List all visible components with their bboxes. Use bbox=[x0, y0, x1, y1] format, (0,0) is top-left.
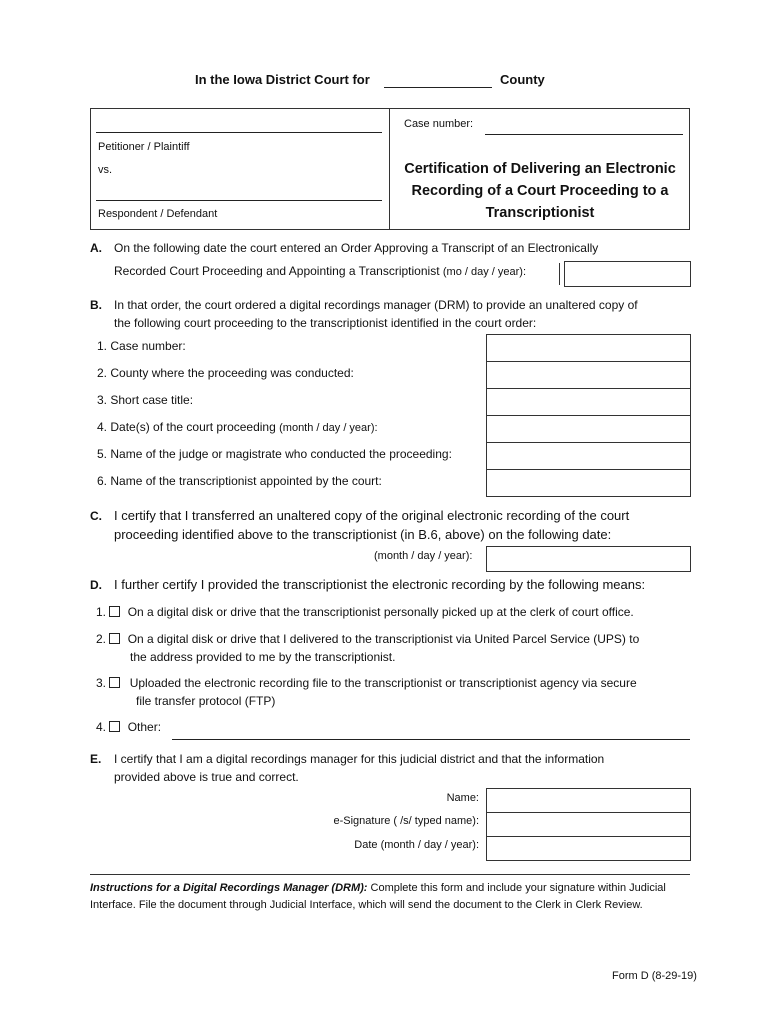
b-proceeding-date-field[interactable] bbox=[486, 415, 691, 443]
d-option-2-line2: the address provided to me by the transcriptionist. bbox=[130, 650, 396, 664]
b-case-number-field[interactable] bbox=[486, 334, 691, 362]
b-judge-name-field[interactable] bbox=[486, 442, 691, 470]
instructions bbox=[90, 880, 700, 914]
d-option-num: 1. bbox=[96, 605, 107, 619]
section-b-letter: B. bbox=[90, 298, 102, 312]
transfer-date-field[interactable] bbox=[486, 546, 691, 572]
b-county-field[interactable] bbox=[486, 361, 691, 389]
name-label: Name: bbox=[446, 792, 479, 804]
instructions-line2: Interface. File the document through Judicial Interface, which will send the document to the Clerk in Clerk Review. bbox=[90, 899, 643, 911]
b-item-text: Name of the transcriptionist appointed by the court: bbox=[110, 474, 382, 488]
title-line-2: Recording of a Court Proceeding to a bbox=[411, 183, 669, 199]
order-date-field[interactable] bbox=[564, 261, 691, 287]
court-prefix: In the Iowa District Court for bbox=[195, 72, 370, 87]
section-c-letter: C. bbox=[90, 509, 102, 523]
b-item-6 bbox=[97, 474, 382, 488]
section-e-letter: E. bbox=[90, 752, 102, 766]
instructions-line1 bbox=[90, 880, 700, 897]
respondent-input-line[interactable] bbox=[96, 200, 382, 201]
b-item-num: 4. bbox=[97, 420, 108, 434]
date-label: Date (month / day / year): bbox=[354, 839, 479, 851]
section-d-letter: D. bbox=[90, 578, 102, 592]
section-c-line1: I certify that I transferred an unaltered copy of the original electronic recording of the court bbox=[114, 508, 630, 523]
section-e-line1: I certify that I am a digital recordings manager for this judicial district and that the information bbox=[114, 752, 605, 766]
d-option-3-checkbox[interactable] bbox=[109, 677, 120, 688]
drm-date-field[interactable] bbox=[486, 836, 691, 861]
county-label: County bbox=[500, 72, 545, 87]
other-means-input-line[interactable] bbox=[172, 739, 690, 740]
b-item-num: 6. bbox=[97, 474, 108, 488]
d-option-text: Uploaded the electronic recording file to the transcriptionist or transcriptionist agency via secure bbox=[129, 676, 637, 690]
d-option-num: 2. bbox=[96, 632, 107, 646]
section-a-line2 bbox=[114, 264, 526, 278]
b-item-text: Date(s) of the court proceeding bbox=[110, 420, 276, 434]
b-item-text: Name of the judge or magistrate who conducted the proceeding: bbox=[110, 447, 452, 461]
drm-name-field[interactable] bbox=[486, 788, 691, 813]
section-e-line2: provided above is true and correct. bbox=[114, 770, 299, 784]
d-option-3 bbox=[96, 676, 637, 690]
d-option-num: 4. bbox=[96, 720, 107, 734]
d-option-1 bbox=[96, 605, 634, 619]
d-option-2 bbox=[96, 632, 639, 646]
b-item-1 bbox=[97, 339, 186, 353]
county-input-line[interactable] bbox=[384, 87, 492, 88]
b-item-2 bbox=[97, 366, 354, 380]
d-option-1-checkbox[interactable] bbox=[109, 606, 120, 617]
instructions-text1: Complete this form and include your signature within Judicial bbox=[367, 882, 666, 894]
section-a-date-box-tick bbox=[559, 263, 560, 285]
d-option-text: On a digital disk or drive that the transcriptionist personally picked up at the clerk of court office. bbox=[127, 605, 634, 619]
esig-label: e-Signature ( /s/ typed name): bbox=[333, 815, 479, 827]
case-number-input-line[interactable] bbox=[485, 134, 683, 135]
section-a-line2-text: Recorded Court Proceeding and Appointing a Transcriptionist bbox=[114, 264, 440, 278]
b-item-4 bbox=[97, 420, 378, 434]
section-b-line1: In that order, the court ordered a digital recordings manager (DRM) to provide an unaltered copy of bbox=[114, 298, 638, 312]
b-item-text: County where the proceeding was conducted: bbox=[110, 366, 354, 380]
b-item-hint: (month / day / year): bbox=[279, 422, 378, 434]
d-option-2-checkbox[interactable] bbox=[109, 633, 120, 644]
section-a-letter: A. bbox=[90, 241, 102, 255]
title-line-3: Transcriptionist bbox=[485, 205, 595, 221]
d-option-4-checkbox[interactable] bbox=[109, 721, 120, 732]
b-transcriptionist-name-field[interactable] bbox=[486, 469, 691, 497]
b-item-3 bbox=[97, 393, 193, 407]
form-title bbox=[390, 158, 690, 224]
b-item-num: 5. bbox=[97, 447, 108, 461]
section-a-line1: On the following date the court entered an Order Approving a Transcript of an Electronically bbox=[114, 241, 599, 255]
title-line-1: Certification of Delivering an Electronic bbox=[404, 161, 676, 177]
drm-esignature-field[interactable] bbox=[486, 812, 691, 837]
petitioner-label: Petitioner / Plaintiff bbox=[98, 141, 190, 153]
instructions-divider bbox=[90, 874, 690, 875]
b-item-text: Case number: bbox=[110, 339, 186, 353]
b-item-num: 3. bbox=[97, 393, 108, 407]
case-number-label: Case number: bbox=[404, 118, 474, 130]
b-item-num: 2. bbox=[97, 366, 108, 380]
form-id: Form D (8-29-19) bbox=[612, 970, 697, 982]
section-c-date-hint: (month / day / year): bbox=[374, 550, 473, 562]
b-item-num: 1. bbox=[97, 339, 108, 353]
respondent-label: Respondent / Defendant bbox=[98, 208, 218, 220]
section-a-date-hint: (mo / day / year): bbox=[442, 266, 527, 278]
d-option-4 bbox=[96, 720, 161, 734]
d-option-text: Other: bbox=[127, 720, 162, 734]
b-short-title-field[interactable] bbox=[486, 388, 691, 416]
d-option-text: On a digital disk or drive that I delivered to the transcriptionist via United Parcel Service (UPS) to bbox=[127, 632, 640, 646]
b-item-text: Short case title: bbox=[110, 393, 194, 407]
b-item-5 bbox=[97, 447, 452, 461]
section-d-intro: I further certify I provided the transcriptionist the electronic recording by the following means: bbox=[114, 577, 646, 592]
vs-label: vs. bbox=[98, 164, 113, 176]
petitioner-input-line[interactable] bbox=[96, 132, 382, 133]
section-c-line2: proceeding identified above to the transcriptionist (in B.6, above) on the following date: bbox=[114, 527, 612, 542]
d-option-num: 3. bbox=[96, 676, 107, 690]
d-option-3-line2: file transfer protocol (FTP) bbox=[136, 694, 276, 708]
section-b-line2: the following court proceeding to the transcriptionist identified in the court order: bbox=[114, 316, 537, 330]
instructions-lead: Instructions for a Digital Recordings Manager (DRM): bbox=[90, 882, 368, 894]
